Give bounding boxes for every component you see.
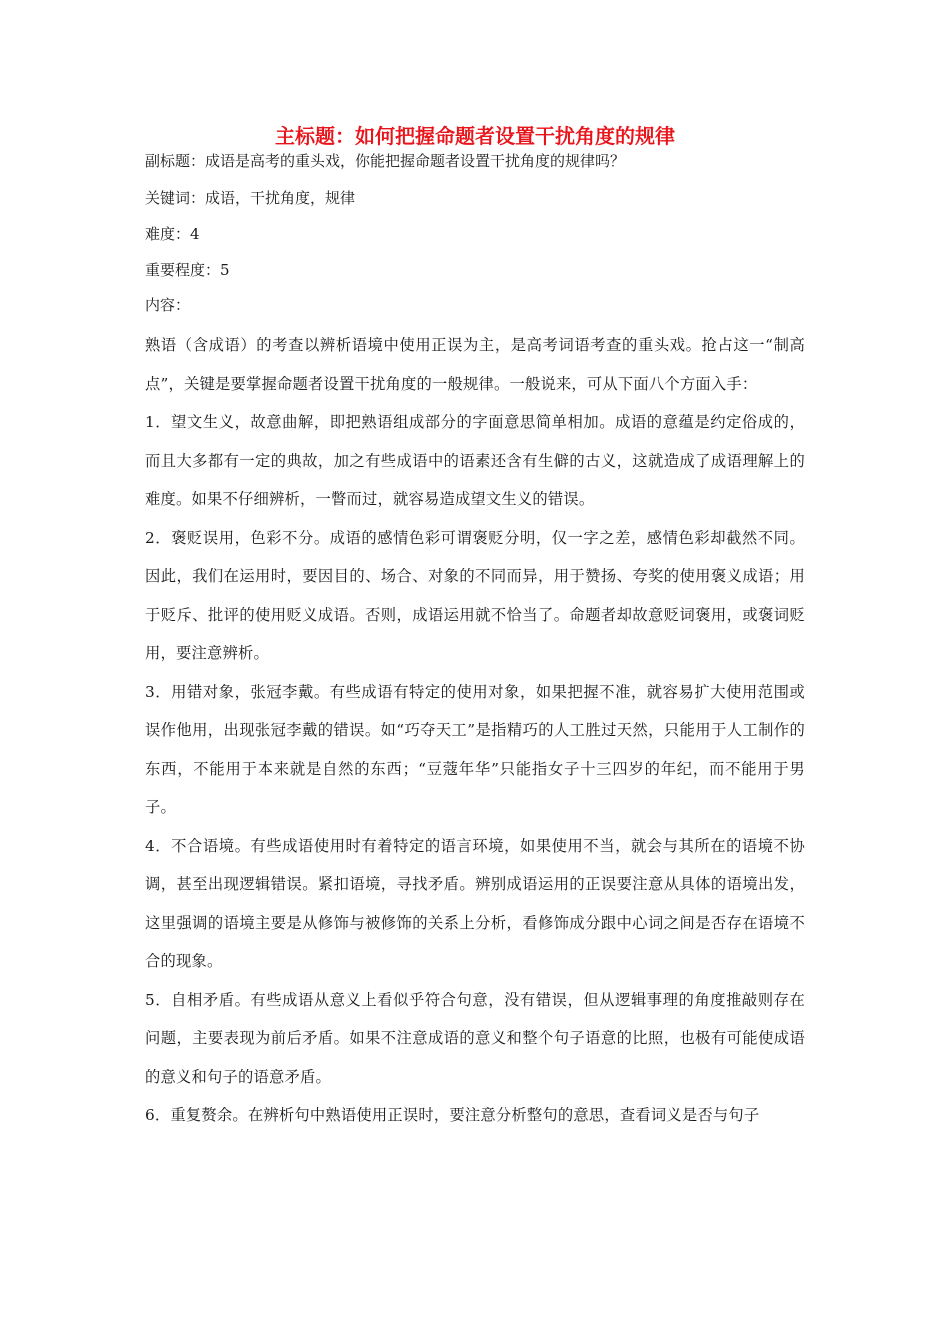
main-title: 主标题：如何把握命题者设置干扰角度的规律 <box>275 124 675 148</box>
importance-line <box>145 259 815 281</box>
keywords-line <box>145 187 815 209</box>
subtitle-text: 成语是高考的重头戏，你能把握命题者设置干扰角度的规律吗？ <box>205 152 626 170</box>
point-2-paragraph: 2．褒贬误用，色彩不分。成语的感情色彩可谓褒贬分明，仅一字之差，感情色彩却截然不同。因此，我们在运用时，要因目的、场合、对象的不同而异，用于赞扬、夸奖的使用褒义成语；用于贬斥、批评的使用贬义成语。否则，成语运用就不恰当了。命题者却故意贬词褒用，或褒词贬用，要注意辨析。 <box>145 528 805 662</box>
subtitle-line <box>145 150 815 172</box>
content-body <box>145 326 805 1135</box>
difficulty-value: 4 <box>190 225 200 243</box>
importance-value: 5 <box>220 261 230 279</box>
keywords-text: 成语，干扰角度，规律 <box>205 189 356 207</box>
subtitle-label: 副标题： <box>145 152 206 170</box>
content-label: 内容： <box>145 296 191 314</box>
keywords-label: 关键词： <box>145 189 206 207</box>
importance-label: 重要程度： <box>145 261 221 279</box>
point-3-paragraph: 3．用错对象，张冠李戴。有些成语有特定的使用对象，如果把握不准，就容易扩大使用范围或误作他用，出现张冠李戴的错误。如“巧夺天工”是指精巧的人工胜过天然，只能用于人工制作的东西，不能用于本来就是自然的东西；“豆蔻年华”只能指女子十三四岁的年纪，而不能用于男子。 <box>145 682 805 816</box>
difficulty-line <box>145 223 815 245</box>
difficulty-label: 难度： <box>145 225 191 243</box>
point-6-paragraph: 6．重复赘余。在辨析句中熟语使用正误时，要注意分析整句的意思，查看词义是否与句子 <box>145 1106 760 1124</box>
point-1-paragraph: 1．望文生义，故意曲解，即把熟语组成部分的字面意思简单相加。成语的意蕴是约定俗成的，而且大多都有一定的典故，加之有些成语中的语素还含有生僻的古义，这就造成了成语理解上的难度。如果不仔细辨析，一瞥而过，就容易造成望文生义的错误。 <box>145 413 805 508</box>
point-4-paragraph: 4．不合语境。有些成语使用时有着特定的语言环境，如果使用不当，就会与其所在的语境不协调，甚至出现逻辑错误。紧扣语境，寻找矛盾。辨别成语运用的正误要注意从具体的语境出发，这里强调的语境主要是从修饰与被修饰的关系上分析，看修饰成分跟中心词之间是否存在语境不合的现象。 <box>145 836 805 970</box>
intro-paragraph: 熟语（含成语）的考查以辨析语境中使用正误为主，是高考词语考查的重头戏。抢占这一“制高点”，关键是要掌握命题者设置干扰角度的一般规律。一般说来，可从下面八个方面入手： <box>145 336 805 393</box>
point-5-paragraph: 5．自相矛盾。有些成语从意义上看似乎符合句意，没有错误，但从逻辑事理的角度推敲则存在问题，主要表现为前后矛盾。如果不注意成语的意义和整个句子语意的比照，也极有可能使成语的意义和句子的语意矛盾。 <box>145 990 805 1086</box>
